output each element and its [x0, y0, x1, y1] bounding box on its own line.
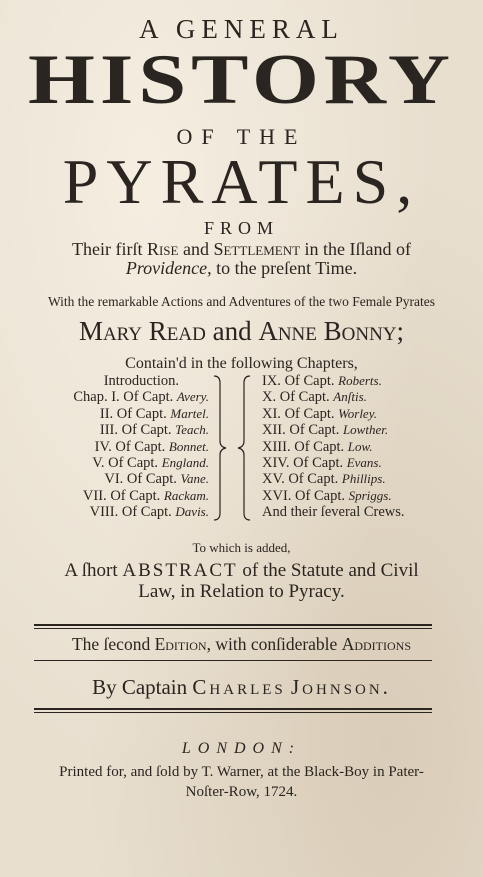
- second-edition-line: [0, 634, 483, 655]
- edition-text-b: Edition,: [154, 634, 211, 654]
- chapter-of: Of Capt.: [123, 471, 181, 488]
- chapter-entry: [73, 504, 209, 520]
- chapter-captain: Phillips.: [341, 471, 386, 487]
- chapter-num: IX.: [262, 373, 281, 389]
- chapter-entry: [262, 406, 405, 422]
- abstract-text-b: ABSTRACT: [122, 560, 238, 581]
- chapter-num: XVI.: [262, 487, 292, 504]
- chapter-num: VI.: [104, 471, 124, 488]
- author-line: [0, 675, 483, 700]
- chapter-captain: England.: [161, 455, 209, 471]
- chapter-entry: [73, 406, 209, 422]
- chapter-entry: [73, 488, 209, 504]
- chapters-right-column: [262, 373, 405, 521]
- rise-text-f: Providence,: [125, 258, 212, 278]
- abstract-text-a: A ſhort: [64, 560, 123, 581]
- rise-line-1: [0, 239, 483, 260]
- to-which-is-added: To which is added,: [192, 540, 291, 555]
- chapter-brace-icon: [210, 373, 254, 523]
- rule-top-thick: [34, 624, 432, 626]
- title-line-a-general: A GENERAL: [139, 14, 344, 44]
- chapter-of: Of Capt.: [280, 373, 339, 389]
- female-pyrates-names: [0, 316, 483, 347]
- chapter-num: XIV.: [262, 455, 290, 472]
- chapter-num: XII.: [262, 422, 286, 439]
- chapter-captain: Teach.: [175, 422, 209, 438]
- chapter-of: Of Capt.: [284, 471, 342, 488]
- chapter-captain: Worley.: [338, 405, 378, 421]
- chapter-entry: [262, 488, 405, 504]
- chapter-entry: [262, 422, 405, 438]
- chapter-captain: Roberts.: [338, 373, 382, 388]
- chapter-entry: [73, 373, 209, 389]
- names-and: and: [205, 316, 259, 346]
- rise-line-2: [0, 258, 483, 279]
- rise-text-c: and: [178, 239, 214, 259]
- abstract-line-1: [0, 560, 483, 582]
- chapter-of: Of Capt.: [117, 422, 176, 439]
- edition-text-a: The ſecond: [71, 634, 155, 654]
- chapter-num: Introduction.: [103, 373, 179, 389]
- chapters-left-column: [73, 373, 209, 521]
- title-line-pyrates: PYRATES,: [62, 146, 421, 217]
- chapter-num: And their ſeveral Crews.: [262, 504, 405, 521]
- chapter-num: XIII.: [262, 438, 291, 455]
- chapter-captain: Avery.: [176, 389, 209, 405]
- chapter-num: III.: [99, 422, 118, 439]
- chapter-of: Of Capt.: [280, 405, 339, 422]
- chapter-of: Of Capt.: [276, 389, 334, 406]
- imprint-line-2: Noſter-Row, 1724.: [185, 784, 298, 800]
- remarkable-actions-line: With the remarkable Actions and Adventures of the two Female Pyrates: [47, 294, 436, 309]
- rise-text-a: Their firſt: [71, 239, 147, 259]
- chapter-num: IV.: [94, 438, 112, 455]
- chapter-entry: [262, 455, 405, 471]
- rule-bottom-thin: [34, 712, 432, 713]
- chapter-entry: [262, 373, 405, 389]
- chapter-entry: [73, 439, 209, 455]
- chapter-captain: Davis.: [175, 504, 209, 520]
- edition-text-d: Additions: [341, 634, 412, 654]
- imprint-line-1: Printed for, and ſold by T. Warner, at the Black-Boy in Pater-: [59, 764, 424, 780]
- imprint-city: LONDON:: [181, 740, 302, 757]
- abstract-text-c: of the Statute and Civil: [237, 560, 419, 581]
- chapter-captain: Martel.: [170, 405, 209, 421]
- chapter-of: Of Capt.: [119, 389, 177, 406]
- chapter-num: XI.: [262, 405, 281, 422]
- edition-text-c: with conſiderable: [210, 634, 342, 654]
- title-line-of-the: OF THE: [176, 124, 307, 149]
- chapter-of: Of Capt.: [113, 405, 171, 422]
- chapter-of: Of Capt.: [118, 504, 176, 521]
- chapter-captain: Anſtis.: [333, 389, 367, 405]
- chapter-of: Of Capt.: [106, 487, 164, 504]
- chapter-of: Of Capt.: [291, 487, 349, 504]
- name-mary-read: Mary Read: [78, 316, 206, 346]
- name-anne-bonny: Anne Bonny;: [258, 316, 405, 346]
- chapter-num: II.: [99, 405, 114, 422]
- chapter-of: Of Capt.: [104, 455, 162, 472]
- chapter-num: X.: [262, 389, 277, 406]
- chapter-entry: [73, 389, 209, 405]
- chapter-num: Chap. I.: [73, 389, 120, 406]
- chapter-captain: Rackam.: [163, 487, 209, 503]
- chapter-of: Of Capt.: [111, 438, 169, 455]
- chapter-captain: Lowther.: [342, 422, 389, 438]
- chapter-entry: [73, 471, 209, 487]
- rise-text-g: to the preſent Time.: [211, 258, 358, 278]
- chapter-num: VII.: [82, 487, 107, 504]
- rule-bottom-thick: [34, 708, 432, 710]
- rise-text-d: Settlement: [213, 239, 301, 259]
- rule-middle: [34, 660, 432, 661]
- chapter-num: V.: [92, 455, 105, 472]
- contained-line: Contain'd in the following Chapters,: [125, 355, 358, 372]
- chapter-of: Of Capt.: [290, 438, 348, 455]
- chapter-entry: [262, 471, 405, 487]
- chapter-num: VIII.: [89, 504, 119, 521]
- chapter-captain: Evans.: [346, 455, 382, 471]
- chapter-of: Of Capt.: [289, 455, 347, 472]
- abstract-line-2: Law, in Relation to Pyracy.: [138, 581, 345, 602]
- author-first-name: Charles: [192, 675, 286, 699]
- title-line-history: HISTORY: [27, 39, 456, 119]
- author-last-name: Johnson.: [291, 675, 391, 699]
- chapter-num: XV.: [262, 471, 285, 488]
- chapter-captain: Spriggs.: [348, 487, 392, 503]
- chapter-entry: [262, 439, 405, 455]
- chapter-entry: [262, 389, 405, 405]
- chapter-captain: Bonnet.: [168, 438, 209, 454]
- chapter-captain: Low.: [347, 438, 373, 454]
- chapter-captain: Vane.: [180, 471, 209, 487]
- rise-text-e: in the Iſland of: [300, 239, 412, 259]
- from-line: FROM: [203, 218, 280, 238]
- rule-top-thin: [34, 628, 432, 629]
- chapter-entry: [73, 455, 209, 471]
- rise-text-b: Rise: [146, 239, 179, 259]
- chapter-entry: [73, 422, 209, 438]
- chapter-entry: [262, 504, 405, 520]
- author-text-a: By Captain: [92, 675, 193, 699]
- chapter-of: Of Capt.: [285, 422, 343, 439]
